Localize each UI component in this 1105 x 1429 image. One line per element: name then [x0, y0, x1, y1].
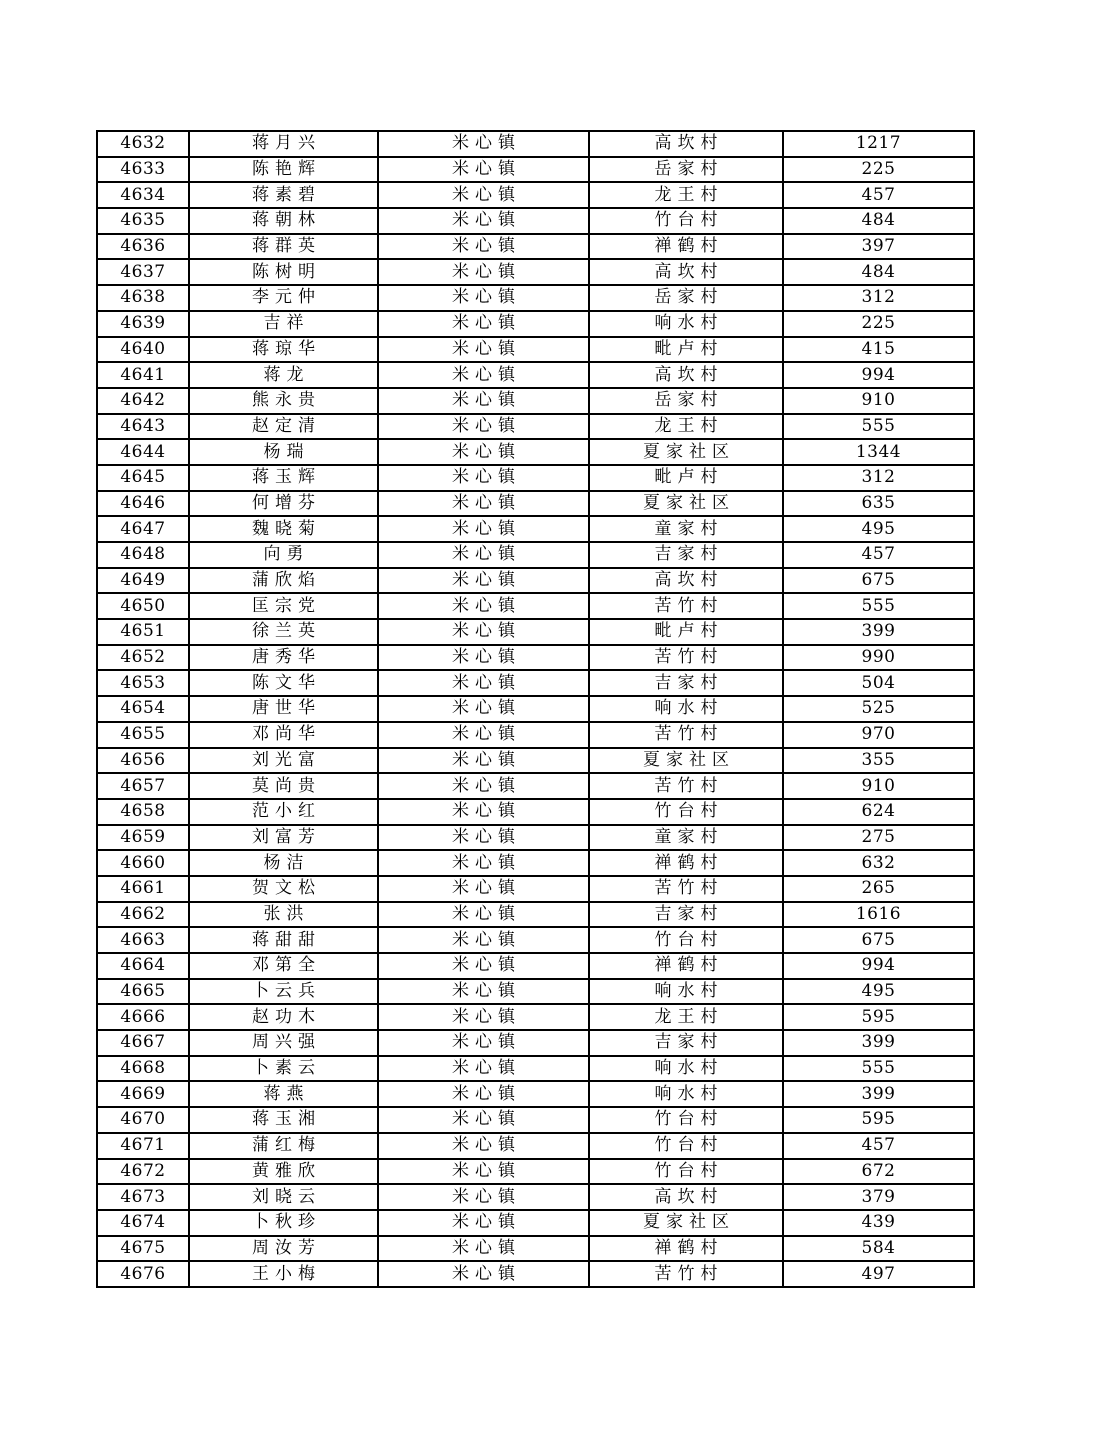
cell-amount: 399 [783, 1081, 974, 1107]
table-row [97, 876, 974, 902]
cell-amount: 495 [783, 516, 974, 542]
table-row [97, 234, 974, 260]
cell-sequence-number: 4673 [97, 1184, 189, 1210]
cell-amount: 525 [783, 696, 974, 722]
cell-sequence-number: 4637 [97, 259, 189, 285]
cell-town: 米心镇 [378, 1236, 589, 1262]
cell-sequence-number: 4662 [97, 902, 189, 928]
table-row [97, 1030, 974, 1056]
cell-person-name: 邓尚华 [189, 722, 378, 748]
cell-person-name: 吉祥 [189, 311, 378, 337]
cell-person-name: 卜素云 [189, 1056, 378, 1082]
table-row [97, 1056, 974, 1082]
cell-sequence-number: 4654 [97, 696, 189, 722]
cell-village: 苦竹村 [589, 773, 783, 799]
cell-town: 米心镇 [378, 516, 589, 542]
cell-person-name: 范小红 [189, 799, 378, 825]
cell-amount: 595 [783, 1004, 974, 1030]
cell-amount: 275 [783, 825, 974, 851]
table-row [97, 670, 974, 696]
cell-village: 童家村 [589, 516, 783, 542]
cell-sequence-number: 4668 [97, 1056, 189, 1082]
cell-village: 禅鹤村 [589, 953, 783, 979]
cell-amount: 595 [783, 1107, 974, 1133]
cell-sequence-number: 4636 [97, 234, 189, 260]
cell-village: 竹台村 [589, 208, 783, 234]
cell-person-name: 蒋龙 [189, 362, 378, 388]
cell-amount: 355 [783, 748, 974, 774]
cell-village: 毗卢村 [589, 619, 783, 645]
cell-amount: 632 [783, 850, 974, 876]
cell-amount: 399 [783, 619, 974, 645]
cell-town: 米心镇 [378, 670, 589, 696]
cell-amount: 675 [783, 568, 974, 594]
cell-amount: 672 [783, 1159, 974, 1185]
cell-town: 米心镇 [378, 131, 589, 157]
cell-town: 米心镇 [378, 850, 589, 876]
table-row [97, 979, 974, 1005]
cell-person-name: 蒋甜甜 [189, 927, 378, 953]
table-row [97, 465, 974, 491]
table-row [97, 1133, 974, 1159]
cell-town: 米心镇 [378, 465, 589, 491]
cell-person-name: 刘光富 [189, 748, 378, 774]
cell-town: 米心镇 [378, 1030, 589, 1056]
table-row [97, 414, 974, 440]
records-table-grid [96, 130, 975, 1288]
cell-village: 苦竹村 [589, 876, 783, 902]
cell-sequence-number: 4666 [97, 1004, 189, 1030]
cell-person-name: 杨瑞 [189, 439, 378, 465]
cell-amount: 312 [783, 285, 974, 311]
cell-sequence-number: 4644 [97, 439, 189, 465]
cell-village: 苦竹村 [589, 645, 783, 671]
cell-amount: 397 [783, 234, 974, 260]
cell-person-name: 唐秀华 [189, 645, 378, 671]
cell-person-name: 卜云兵 [189, 979, 378, 1005]
cell-sequence-number: 4655 [97, 722, 189, 748]
cell-person-name: 唐世华 [189, 696, 378, 722]
cell-sequence-number: 4664 [97, 953, 189, 979]
cell-amount: 970 [783, 722, 974, 748]
cell-town: 米心镇 [378, 979, 589, 1005]
cell-sequence-number: 4669 [97, 1081, 189, 1107]
cell-person-name: 魏晓菊 [189, 516, 378, 542]
cell-village: 岳家村 [589, 285, 783, 311]
cell-person-name: 刘富芳 [189, 825, 378, 851]
cell-amount: 484 [783, 208, 974, 234]
cell-person-name: 张洪 [189, 902, 378, 928]
cell-town: 米心镇 [378, 542, 589, 568]
table-row [97, 748, 974, 774]
cell-village: 响水村 [589, 696, 783, 722]
cell-amount: 555 [783, 414, 974, 440]
table-row [97, 311, 974, 337]
cell-sequence-number: 4632 [97, 131, 189, 157]
table-row [97, 182, 974, 208]
cell-sequence-number: 4650 [97, 593, 189, 619]
cell-amount: 994 [783, 362, 974, 388]
cell-person-name: 杨洁 [189, 850, 378, 876]
cell-sequence-number: 4653 [97, 670, 189, 696]
cell-sequence-number: 4674 [97, 1210, 189, 1236]
cell-sequence-number: 4657 [97, 773, 189, 799]
cell-village: 竹台村 [589, 799, 783, 825]
cell-village: 吉家村 [589, 902, 783, 928]
cell-sequence-number: 4661 [97, 876, 189, 902]
table-row [97, 1261, 974, 1287]
cell-village: 岳家村 [589, 157, 783, 183]
cell-amount: 399 [783, 1030, 974, 1056]
records-table [96, 130, 975, 1288]
cell-village: 苦竹村 [589, 593, 783, 619]
cell-town: 米心镇 [378, 953, 589, 979]
cell-village: 龙王村 [589, 414, 783, 440]
cell-amount: 994 [783, 953, 974, 979]
cell-village: 高坎村 [589, 1184, 783, 1210]
cell-sequence-number: 4667 [97, 1030, 189, 1056]
cell-village: 高坎村 [589, 131, 783, 157]
cell-amount: 1344 [783, 439, 974, 465]
cell-person-name: 蒋群英 [189, 234, 378, 260]
cell-person-name: 莫尚贵 [189, 773, 378, 799]
cell-amount: 312 [783, 465, 974, 491]
cell-person-name: 熊永贵 [189, 388, 378, 414]
table-row [97, 516, 974, 542]
table-row [97, 362, 974, 388]
cell-town: 米心镇 [378, 259, 589, 285]
table-row [97, 568, 974, 594]
table-row [97, 157, 974, 183]
cell-town: 米心镇 [378, 619, 589, 645]
cell-person-name: 蒋琼华 [189, 337, 378, 363]
cell-amount: 415 [783, 337, 974, 363]
cell-village: 岳家村 [589, 388, 783, 414]
cell-sequence-number: 4639 [97, 311, 189, 337]
cell-amount: 457 [783, 542, 974, 568]
cell-person-name: 周汝芳 [189, 1236, 378, 1262]
cell-person-name: 陈树明 [189, 259, 378, 285]
cell-amount: 990 [783, 645, 974, 671]
cell-village: 响水村 [589, 979, 783, 1005]
table-row [97, 285, 974, 311]
cell-town: 米心镇 [378, 1133, 589, 1159]
cell-village: 竹台村 [589, 1133, 783, 1159]
cell-person-name: 刘晓云 [189, 1184, 378, 1210]
cell-person-name: 陈艳辉 [189, 157, 378, 183]
cell-village: 竹台村 [589, 927, 783, 953]
cell-town: 米心镇 [378, 773, 589, 799]
cell-person-name: 周兴强 [189, 1030, 378, 1056]
cell-sequence-number: 4652 [97, 645, 189, 671]
cell-village: 响水村 [589, 311, 783, 337]
cell-sequence-number: 4649 [97, 568, 189, 594]
cell-village: 吉家村 [589, 670, 783, 696]
cell-village: 禅鹤村 [589, 1236, 783, 1262]
cell-town: 米心镇 [378, 927, 589, 953]
cell-town: 米心镇 [378, 1107, 589, 1133]
cell-town: 米心镇 [378, 1056, 589, 1082]
table-row [97, 799, 974, 825]
cell-village: 龙王村 [589, 1004, 783, 1030]
cell-village: 竹台村 [589, 1107, 783, 1133]
cell-sequence-number: 4663 [97, 927, 189, 953]
cell-person-name: 何增芬 [189, 491, 378, 517]
table-row [97, 439, 974, 465]
cell-person-name: 蒋月兴 [189, 131, 378, 157]
cell-amount: 624 [783, 799, 974, 825]
table-row [97, 902, 974, 928]
cell-sequence-number: 4671 [97, 1133, 189, 1159]
cell-town: 米心镇 [378, 208, 589, 234]
cell-amount: 910 [783, 773, 974, 799]
table-row [97, 619, 974, 645]
cell-person-name: 王小梅 [189, 1261, 378, 1287]
cell-sequence-number: 4647 [97, 516, 189, 542]
cell-village: 高坎村 [589, 362, 783, 388]
cell-town: 米心镇 [378, 1081, 589, 1107]
cell-person-name: 匡宗党 [189, 593, 378, 619]
cell-sequence-number: 4670 [97, 1107, 189, 1133]
cell-amount: 457 [783, 1133, 974, 1159]
cell-town: 米心镇 [378, 491, 589, 517]
cell-village: 禅鹤村 [589, 850, 783, 876]
cell-amount: 225 [783, 157, 974, 183]
cell-person-name: 李元仲 [189, 285, 378, 311]
table-row [97, 850, 974, 876]
table-row [97, 773, 974, 799]
cell-person-name: 徐兰英 [189, 619, 378, 645]
cell-amount: 439 [783, 1210, 974, 1236]
records-table-body [97, 131, 974, 1287]
cell-person-name: 向勇 [189, 542, 378, 568]
cell-person-name: 蒋玉湘 [189, 1107, 378, 1133]
cell-sequence-number: 4648 [97, 542, 189, 568]
cell-town: 米心镇 [378, 182, 589, 208]
cell-person-name: 贺文松 [189, 876, 378, 902]
cell-person-name: 赵定清 [189, 414, 378, 440]
table-row [97, 131, 974, 157]
cell-town: 米心镇 [378, 1210, 589, 1236]
table-row [97, 208, 974, 234]
cell-amount: 497 [783, 1261, 974, 1287]
table-row [97, 1236, 974, 1262]
cell-town: 米心镇 [378, 311, 589, 337]
cell-person-name: 蒋朝林 [189, 208, 378, 234]
table-row [97, 388, 974, 414]
cell-town: 米心镇 [378, 439, 589, 465]
cell-village: 夏家社区 [589, 439, 783, 465]
table-row [97, 1210, 974, 1236]
cell-sequence-number: 4634 [97, 182, 189, 208]
cell-sequence-number: 4638 [97, 285, 189, 311]
cell-amount: 265 [783, 876, 974, 902]
cell-village: 夏家社区 [589, 1210, 783, 1236]
cell-amount: 484 [783, 259, 974, 285]
cell-town: 米心镇 [378, 285, 589, 311]
cell-town: 米心镇 [378, 568, 589, 594]
cell-town: 米心镇 [378, 902, 589, 928]
cell-village: 响水村 [589, 1056, 783, 1082]
cell-sequence-number: 4640 [97, 337, 189, 363]
table-row [97, 491, 974, 517]
cell-town: 米心镇 [378, 825, 589, 851]
cell-person-name: 蒲红梅 [189, 1133, 378, 1159]
table-row [97, 722, 974, 748]
cell-amount: 675 [783, 927, 974, 953]
cell-village: 毗卢村 [589, 337, 783, 363]
cell-sequence-number: 4659 [97, 825, 189, 851]
cell-village: 毗卢村 [589, 465, 783, 491]
cell-person-name: 蒋玉辉 [189, 465, 378, 491]
cell-amount: 555 [783, 593, 974, 619]
cell-amount: 910 [783, 388, 974, 414]
cell-amount: 555 [783, 1056, 974, 1082]
cell-amount: 1217 [783, 131, 974, 157]
cell-sequence-number: 4675 [97, 1236, 189, 1262]
cell-village: 苦竹村 [589, 722, 783, 748]
table-row [97, 696, 974, 722]
cell-sequence-number: 4656 [97, 748, 189, 774]
cell-person-name: 蒲欣焰 [189, 568, 378, 594]
cell-town: 米心镇 [378, 593, 589, 619]
cell-sequence-number: 4676 [97, 1261, 189, 1287]
cell-village: 吉家村 [589, 542, 783, 568]
table-row [97, 1004, 974, 1030]
cell-person-name: 黄雅欣 [189, 1159, 378, 1185]
cell-person-name: 蒋燕 [189, 1081, 378, 1107]
table-row [97, 927, 974, 953]
cell-sequence-number: 4660 [97, 850, 189, 876]
cell-town: 米心镇 [378, 388, 589, 414]
cell-village: 吉家村 [589, 1030, 783, 1056]
cell-town: 米心镇 [378, 337, 589, 363]
cell-town: 米心镇 [378, 414, 589, 440]
table-row [97, 542, 974, 568]
table-row [97, 645, 974, 671]
cell-town: 米心镇 [378, 1159, 589, 1185]
table-row [97, 593, 974, 619]
table-row [97, 259, 974, 285]
cell-village: 龙王村 [589, 182, 783, 208]
cell-sequence-number: 4633 [97, 157, 189, 183]
cell-town: 米心镇 [378, 645, 589, 671]
cell-town: 米心镇 [378, 362, 589, 388]
cell-town: 米心镇 [378, 799, 589, 825]
cell-village: 竹台村 [589, 1159, 783, 1185]
cell-village: 童家村 [589, 825, 783, 851]
table-row [97, 953, 974, 979]
cell-village: 夏家社区 [589, 748, 783, 774]
cell-sequence-number: 4672 [97, 1159, 189, 1185]
table-row [97, 825, 974, 851]
cell-village: 苦竹村 [589, 1261, 783, 1287]
cell-village: 夏家社区 [589, 491, 783, 517]
cell-person-name: 邓第全 [189, 953, 378, 979]
cell-amount: 379 [783, 1184, 974, 1210]
cell-sequence-number: 4643 [97, 414, 189, 440]
cell-sequence-number: 4642 [97, 388, 189, 414]
cell-town: 米心镇 [378, 1004, 589, 1030]
cell-amount: 457 [783, 182, 974, 208]
cell-sequence-number: 4665 [97, 979, 189, 1005]
cell-town: 米心镇 [378, 696, 589, 722]
cell-amount: 225 [783, 311, 974, 337]
cell-town: 米心镇 [378, 1184, 589, 1210]
table-row [97, 1159, 974, 1185]
table-row [97, 1107, 974, 1133]
cell-amount: 1616 [783, 902, 974, 928]
cell-person-name: 赵功木 [189, 1004, 378, 1030]
table-row [97, 1081, 974, 1107]
table-row [97, 337, 974, 363]
cell-amount: 504 [783, 670, 974, 696]
cell-person-name: 蒋素碧 [189, 182, 378, 208]
cell-person-name: 卜秋珍 [189, 1210, 378, 1236]
cell-village: 响水村 [589, 1081, 783, 1107]
cell-village: 高坎村 [589, 568, 783, 594]
cell-amount: 635 [783, 491, 974, 517]
cell-town: 米心镇 [378, 157, 589, 183]
cell-amount: 495 [783, 979, 974, 1005]
cell-village: 高坎村 [589, 259, 783, 285]
cell-amount: 584 [783, 1236, 974, 1262]
cell-sequence-number: 4651 [97, 619, 189, 645]
cell-sequence-number: 4646 [97, 491, 189, 517]
cell-town: 米心镇 [378, 876, 589, 902]
cell-town: 米心镇 [378, 234, 589, 260]
cell-town: 米心镇 [378, 1261, 589, 1287]
cell-sequence-number: 4635 [97, 208, 189, 234]
cell-person-name: 陈文华 [189, 670, 378, 696]
cell-village: 禅鹤村 [589, 234, 783, 260]
cell-town: 米心镇 [378, 748, 589, 774]
cell-sequence-number: 4645 [97, 465, 189, 491]
cell-sequence-number: 4641 [97, 362, 189, 388]
cell-town: 米心镇 [378, 722, 589, 748]
cell-sequence-number: 4658 [97, 799, 189, 825]
table-row [97, 1184, 974, 1210]
